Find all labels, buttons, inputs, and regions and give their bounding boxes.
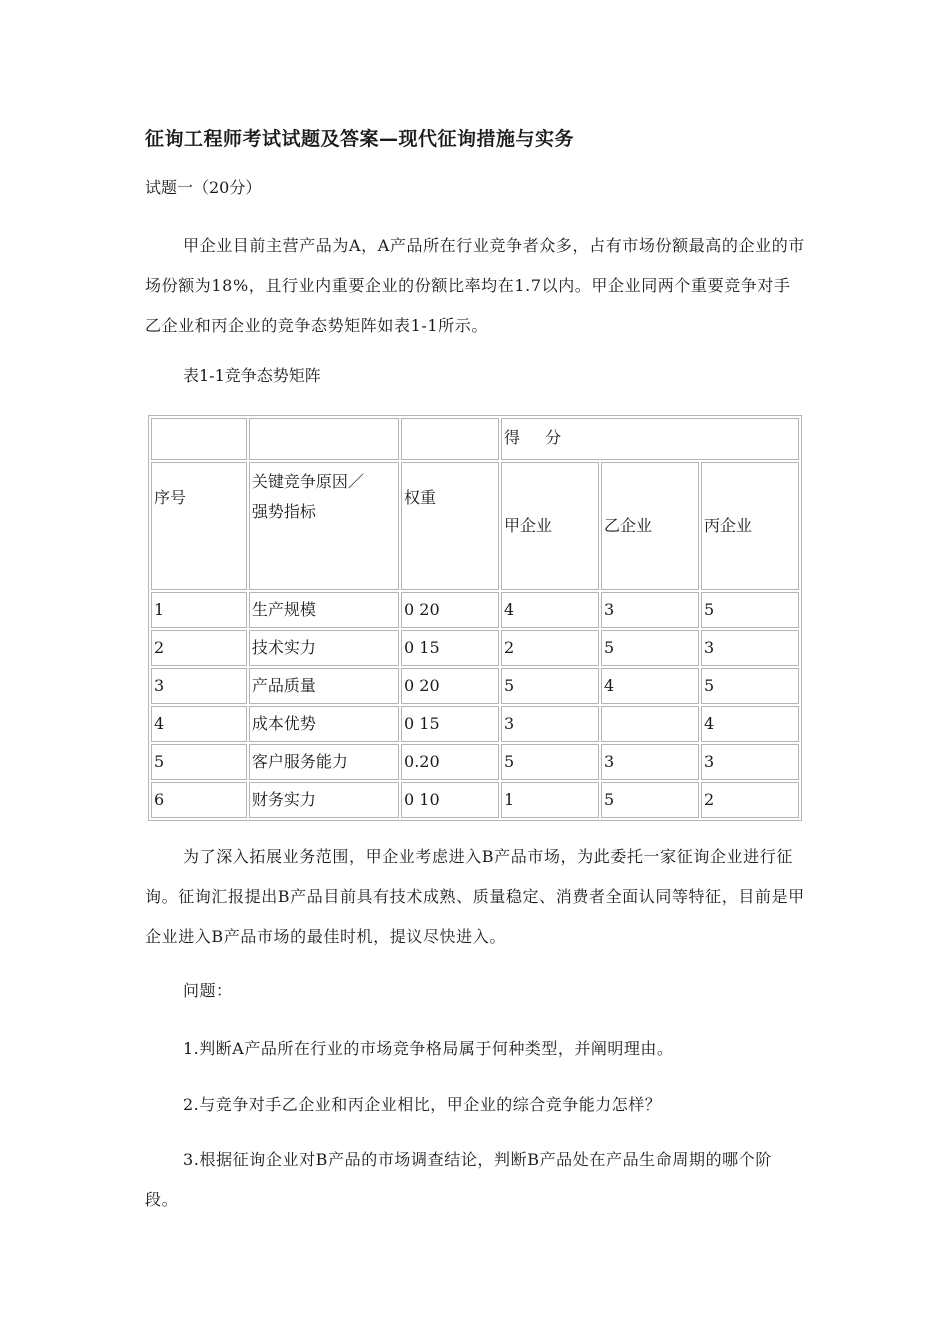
row-company-b-cell [601, 706, 699, 742]
row-company-c-cell: 3 [701, 630, 799, 666]
row-factor-cell: 技术实力 [249, 630, 399, 666]
col-company-b-header: 乙企业 [601, 462, 699, 590]
row-weight-cell: 0 15 [401, 630, 499, 666]
row-weight-cell: 0 20 [401, 592, 499, 628]
row-weight-cell: 0 10 [401, 782, 499, 818]
col-index-header: 序号 [151, 462, 247, 590]
row-company-c-cell: 2 [701, 782, 799, 818]
question-3: 3.根据征询企业对B产品的市场调查结论，判断B产品处在产品生命周期的哪个阶段。 [145, 1150, 772, 1209]
table-row [151, 592, 799, 628]
row-company-b-cell: 3 [601, 744, 699, 780]
row-company-a-cell: 5 [501, 744, 599, 780]
row-index-cell: 1 [151, 592, 247, 628]
row-factor-cell: 产品质量 [249, 668, 399, 704]
question-2: 2.与竞争对手乙企业和丙企业相比，甲企业的综合竞争能力怎样？ [183, 1095, 662, 1114]
table-header-row-2 [151, 462, 799, 590]
row-company-a-cell: 5 [501, 668, 599, 704]
row-company-b-cell: 4 [601, 668, 699, 704]
table-row [151, 782, 799, 818]
row-index-cell: 6 [151, 782, 247, 818]
table-row [151, 668, 799, 704]
document-title: 征询工程师考试试题及答案—现代征询措施与实务 [145, 128, 575, 150]
row-weight-cell: 0 20 [401, 668, 499, 704]
row-company-a-cell: 1 [501, 782, 599, 818]
row-index-cell: 5 [151, 744, 247, 780]
row-company-c-cell: 4 [701, 706, 799, 742]
question-1: 1.判断A产品所在行业的市场竞争格局属于何种类型，并阐明理由。 [183, 1039, 674, 1058]
table-header-cell [249, 418, 399, 460]
row-company-b-cell: 5 [601, 782, 699, 818]
table-caption: 表1-1竞争态势矩阵 [183, 366, 321, 385]
row-company-b-cell: 3 [601, 592, 699, 628]
row-company-c-cell: 3 [701, 744, 799, 780]
row-weight-cell: 0 15 [401, 706, 499, 742]
row-factor-cell: 生产规模 [249, 592, 399, 628]
col-factor-header [249, 462, 399, 590]
questions-label: 问题： [183, 981, 233, 1000]
row-company-a-cell: 4 [501, 592, 599, 628]
row-company-a-cell: 2 [501, 630, 599, 666]
competitive-profile-matrix [148, 415, 802, 821]
table-row [151, 744, 799, 780]
row-company-c-cell: 5 [701, 668, 799, 704]
col-weight-header: 权重 [401, 462, 499, 590]
row-company-a-cell: 3 [501, 706, 599, 742]
col-factor-header-line2: 强势指标 [251, 502, 316, 521]
row-index-cell: 2 [151, 630, 247, 666]
question-heading: 试题一（20分） [145, 178, 262, 197]
table-row [151, 706, 799, 742]
col-factor-header-line1: 关键竞争原因／ [251, 472, 364, 491]
col-company-c-header: 丙企业 [701, 462, 799, 590]
table-header-row-1 [151, 418, 799, 460]
market-paragraph: 为了深入拓展业务范围，甲企业考虑进入B产品市场，为此委托一家征询企业进行征询。征询汇报提出B产品目前具有技术成熟、质量稳定、消费者全面认同等特征，目前是甲企业进入B产品市场的最佳时机，提议尽快进入。 [145, 847, 805, 946]
row-factor-cell: 财务实力 [249, 782, 399, 818]
row-index-cell: 3 [151, 668, 247, 704]
score-header [501, 418, 799, 460]
score-header-label: 得 分 [504, 428, 572, 447]
table-header-cell [151, 418, 247, 460]
row-factor-cell: 客户服务能力 [249, 744, 399, 780]
col-company-a-header: 甲企业 [501, 462, 599, 590]
row-index-cell: 4 [151, 706, 247, 742]
row-company-b-cell: 5 [601, 630, 699, 666]
intro-paragraph: 甲企业目前主营产品为A，A产品所在行业竞争者众多，占有市场份额最高的企业的市场份额为18%，且行业内重要企业的份额比率均在1.7以内。甲企业同两个重要竞争对手乙企业和丙企业的竞争态势矩阵如表1-1所示。 [145, 236, 805, 335]
table-row [151, 630, 799, 666]
row-weight-cell: 0.20 [401, 744, 499, 780]
row-factor-cell: 成本优势 [249, 706, 399, 742]
table-header-cell [401, 418, 499, 460]
row-company-c-cell: 5 [701, 592, 799, 628]
